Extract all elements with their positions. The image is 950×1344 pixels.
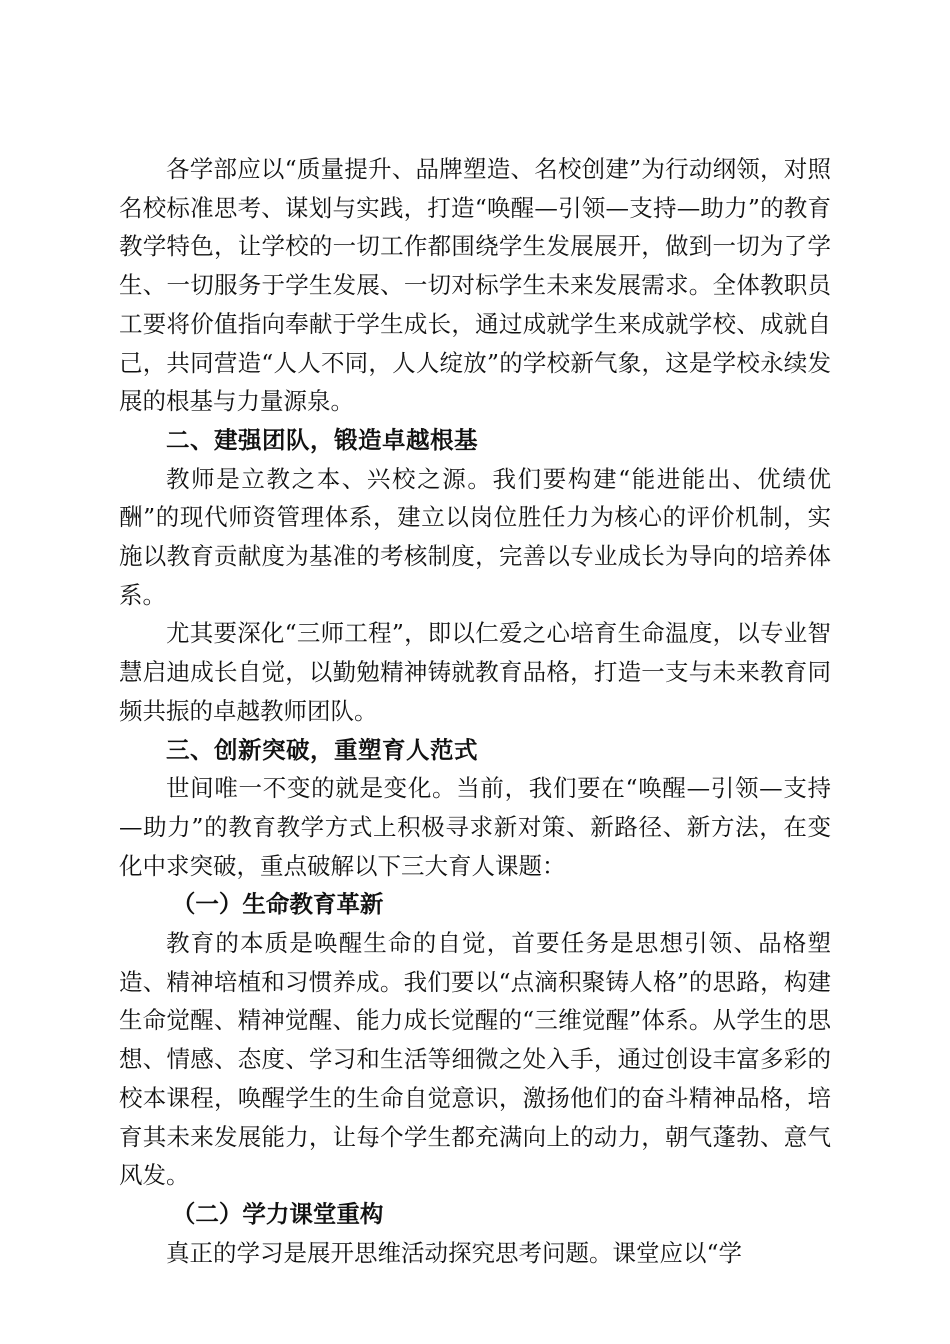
section-heading: 三、创新突破，重塑育人范式 xyxy=(166,735,478,764)
subsection-heading: （二）学力课堂重构 xyxy=(171,1199,384,1228)
section-heading: 二、建强团队，锻造卓越根基 xyxy=(166,425,478,454)
body-paragraph: 真正的学习是展开思维活动探究思考问题。课堂应以“学 xyxy=(166,1238,743,1267)
body-paragraph: 尤其要深化“三师工程”，即以仁爱之心培育生命温度，以专业智慧启迪成长自觉，以勤勉精神铸就教育品格，打造一支与未来教育同频共振的卓越教师团队。 xyxy=(119,619,831,725)
body-paragraph: 各学部应以“质量提升、品牌塑造、名校创建”为行动纲领，对照名校标准思考、谋划与实践，打造“唤醒—引领—支持—助力”的教育教学特色，让学校的一切工作都围绕学生发展展开，做到一切为了学生、一切服务于学生发展、一切对标学生未来发展需求。全体教职员工要将价值指向奉献于学生成长，通过成就学生来成就学校、成就自己，共同营造“人人不同，人人绽放”的学校新气象，这是学校永续发展的根基与力量源泉。 xyxy=(119,155,831,416)
body-paragraph: 教师是立教之本、兴校之源。我们要构建“能进能出、优绩优酬”的现代师资管理体系，建立以岗位胜任力为核心的评价机制，实施以教育贡献度为基准的考核制度，完善以专业成长为导向的培养体系。 xyxy=(119,464,831,609)
body-paragraph: 教育的本质是唤醒生命的自觉，首要任务是思想引领、品格塑造、精神培植和习惯养成。我们要以“点滴积聚铸人格”的思路，构建生命觉醒、精神觉醒、能力成长觉醒的“三维觉醒”体系。从学生的思想、情感、态度、学习和生活等细微之处入手，通过创设丰富多彩的校本课程，唤醒学生的生命自觉意识，激扬他们的奋斗精神品格，培育其未来发展能力，让每个学生都充满向上的动力，朝气蓬勃、意气风发。 xyxy=(119,929,831,1190)
subsection-heading: （一）生命教育革新 xyxy=(171,890,384,919)
body-paragraph: 世间唯一不变的就是变化。当前，我们要在“唤醒—引领—支持—助力”的教育教学方式上积极寻求新对策、新路径、新方法，在变化中求突破，重点破解以下三大育人课题： xyxy=(119,774,831,880)
document-page xyxy=(119,150,831,1272)
